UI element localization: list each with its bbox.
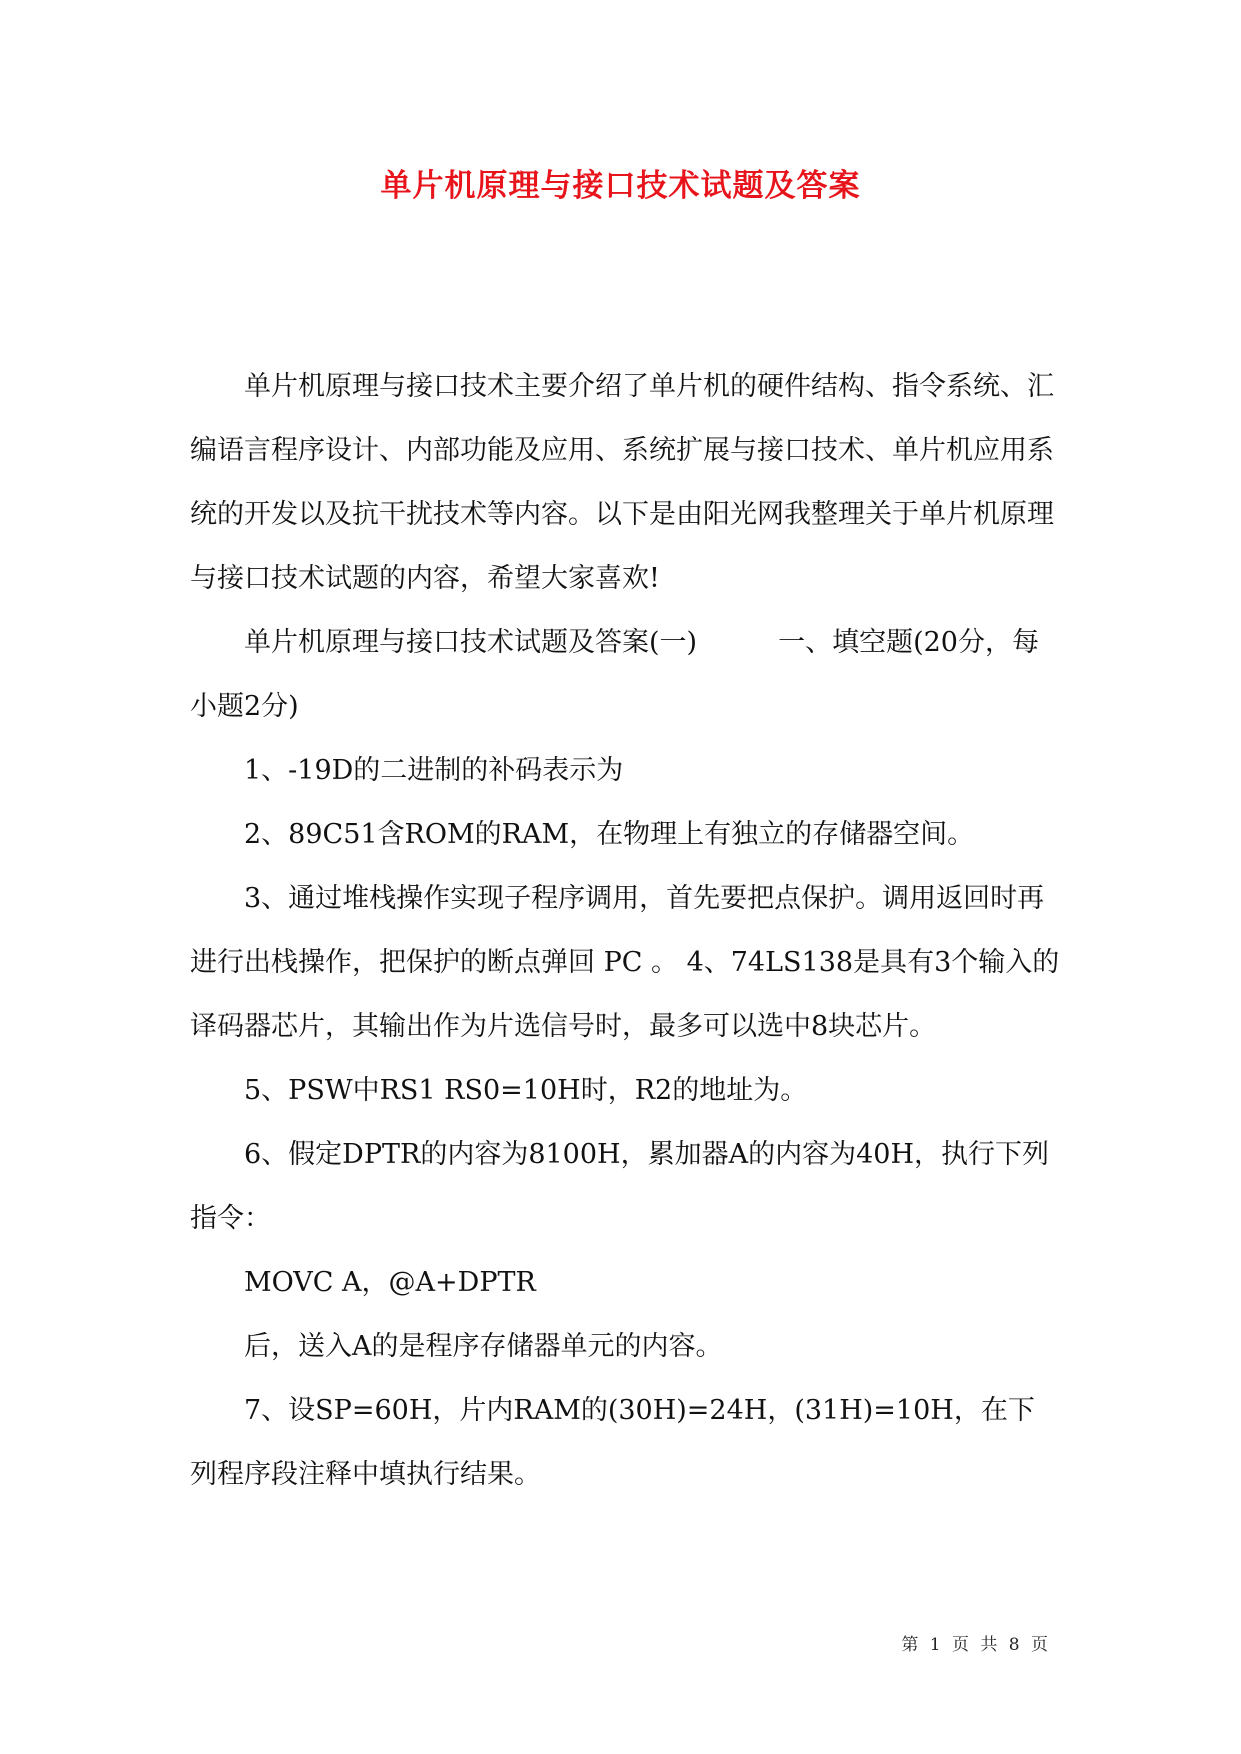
question-2: 2、89C51含ROM的RAM，在物理上有独立的存储器空间。 <box>244 819 975 850</box>
document-body <box>190 355 1060 1507</box>
question-5: 5、PSW中RS1 RS0=10H时，R2的地址为。 <box>244 1075 808 1106</box>
section-heading-paragraph: 单片机原理与接口技术试题及答案(一) 一、填空题(20分，每小题2分) <box>190 627 1039 722</box>
question-3-4: 3、通过堆栈操作实现子程序调用，首先要把点保护。调用返回时再进行出栈操作，把保护的断点弹回 PC 。 4、74LS138是具有3个输入的译码器芯片，其输出作为片选信号时，最多可以选中8块芯片。 <box>190 883 1060 1042</box>
code-line: MOVC A，@A+DPTR <box>244 1267 536 1298</box>
question-1: 1、-19D的二进制的补码表示为 <box>244 755 624 786</box>
question-6-continued: 后，送入A的是程序存储器单元的内容。 <box>244 1331 723 1362</box>
document-title: 单片机原理与接口技术试题及答案 <box>380 168 861 204</box>
question-7: 7、设SP=60H，片内RAM的(30H)=24H，(31H)=10H，在下列程序段注释中填执行结果。 <box>190 1395 1035 1490</box>
question-6: 6、假定DPTR的内容为8100H，累加器A的内容为40H，执行下列指令： <box>190 1139 1049 1234</box>
page-number-footer: 第 1 页 共 8 页 <box>901 1635 1051 1655</box>
intro-paragraph: 单片机原理与接口技术主要介绍了单片机的硬件结构、指令系统、汇编语言程序设计、内部功能及应用、系统扩展与接口技术、单片机应用系统的开发以及抗干扰技术等内容。以下是由阳光网我整理关于单片机原理与接口技术试题的内容，希望大家喜欢! <box>190 371 1054 594</box>
